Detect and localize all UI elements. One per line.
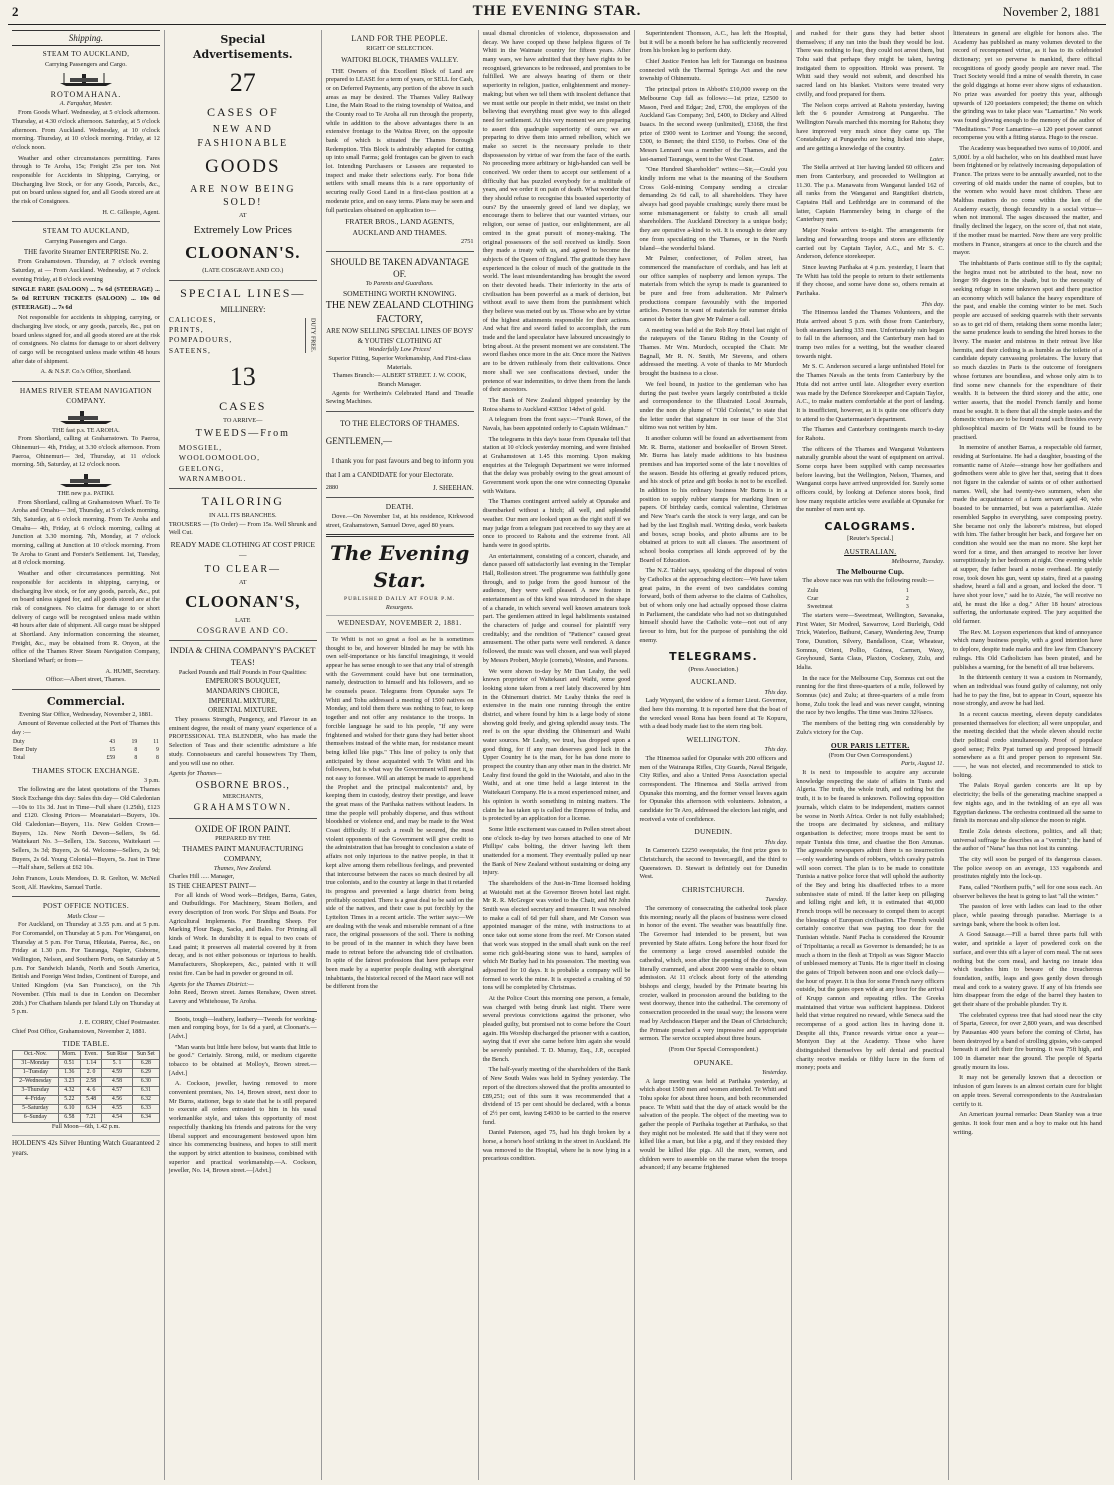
letter-body: The Palais Royal garden concerts are lit up by electricity; the bells of the generating machine snapped a few nights ago, and in the twinkling of an eye all was Egyptian darkness. The orchestra continued all the same to finish its morceau and slip silence the moon to night. (953, 782, 1103, 825)
ad-line: COSGRAVE AND CO. (196, 626, 289, 636)
editorial-dateline: WEDNESDAY, NOVEMBER 2, 1881. (337, 619, 462, 628)
ad-line: TWEEDS—From (195, 428, 290, 440)
shipping-notice: Weather and other circumstances permitting. Not responsible for accidents in shipping, carrying, or discharging live stock, or for any goods, parcels, &c., put on board unless signed for, and all goods stored are at the risk of consignees. No claims for damage to or short delivery of cargo will be recognised unless made within 48 hours after date of shipment. All cargo must be shipped at Shortland. Any information concerning the steamer, Freight, &c., may be obtained from R. Onyon, at the office of the Thames River Steam Navigation Company, Shortland Wharf; or from— (12, 570, 160, 664)
tide-table (12, 1050, 160, 1123)
telegram-body: The members of the betting ring win considerably by Zulu's victory for the Cup. (796, 720, 945, 736)
ad-line: SOMETHING WORTH KNOWING. (342, 289, 457, 299)
moon-phase: Full Moon—6th, 1.42 p.m. (51, 1123, 120, 1131)
agent-name: FRATER BROS., LAND AGENTS, AUCKLAND AND THAMES. (345, 217, 455, 237)
news-item: Superintendent Thomson, A.C., has left the Hospital, but it will be a month before he has sufficiently recovered from his broken leg to perform duty. (639, 30, 788, 55)
ad-line: Extremely Low Prices (193, 223, 292, 236)
letter-body: It is next to impossible to acquire any accurate knowledge respecting the state of affairs in Tunis and Algeria. The truth, the whole truth, and nothing but the truth, it is to be feared is unknown. Following opposition journals, which claim to be independent, matters cannot be worse in North Africa. Order is not fully established; the troops are decimated by sickness, and military organisation is defective; more troops must be sent to repair Tunisia this time, and chastise the Bon Amunas. The agreeable newspapers admit there is no insurrection—only wandering bands of robbers, which cavalry patrols will soon correct. The plan is to be made to constitute Tunisia a native police force that will uphold the authority of the Bey and bring his disaffected tribes to a more submissive state of mind. If the latter keep on pillaging and killing right and left, it is estimated that 40,000 French troops will be necessary to compel them to accept the blessings of European civilisation. The French would certainly conceive that was paying too dear for the Tunisian whistle. Nanif Pacha is considered the Kroumir of Tripolitania; a recall as Governor is demanded; he is as much a thorn in the flesh at Tripoli as was Signor Maccio of unblessed memory at Tunis. He is rigor itself in closing the gates of Tripoli between noon and one o'clock daily—the hour of prayer. It is thus for some French navy officers outside, but the gates open wide at any hour for the arrival of Krupp cannon and repeating rifles. The Greeks maintained that virtue was sufficient happiness. Didorot held that virtue required no reward, while Seneca said the recompense of a good action lies in having done it. Despite all this, France rewards virtue once a year—Montyon Day at the Academy. Those who have distinguished themselves by self denial and practical charity receive medals or filthy lucre in the form of money; poets and (796, 769, 945, 1072)
ad-heading: TO THE ELECTORS OF THAMES. (340, 419, 460, 429)
secretary-name: A. HUME, Secretary. (105, 667, 160, 675)
post-office-date: Chief Post Office, Grahamstown, November 2, 1881. (12, 1027, 147, 1035)
ad-heading: STEAM TO AUCKLAND, (42, 226, 130, 236)
table-row: 3–Thursday 4.32 4. 6 4.57 6.31 (13, 1087, 160, 1096)
ad-line: TO CLEAR— (204, 563, 281, 575)
office-address: Office:—Albert street, Thames. (46, 676, 126, 684)
column-news-2 (635, 30, 792, 1480)
ad-subheading: Carrying Passengers and Cargo. (44, 60, 127, 68)
list-item: WARNAMBOOL. (178, 474, 247, 484)
ad-heading: LAND FOR THE PEOPLE. (351, 34, 448, 43)
death-notice: Dove.—On November 1st, at his residence, Kirkwood street, Grahamstown, Samuel Dove, aged 80 years. (325, 513, 474, 530)
news-item: The telegrams in this day's issue from Opunake tell that station at 10 o'clock yesterday morning, and were finished at Grahamstown at 1.45 this morning. Upon making enquiries at the Telegraph Department we were informed that the delay was probably owing to the great amount of Government work upon the one wire connecting Opunake with Waitara. (482, 435, 631, 495)
divider (12, 896, 160, 897)
ad-line: IS THE CHEAPEST PAINT— (168, 881, 257, 890)
letter-body: The passion of love with ladies can lead to the other place, while passing through paradise. Marriage is a savings bank, where the book is often lost. (953, 903, 1103, 928)
divider (169, 1011, 317, 1012)
correspondent-note: (From Our Special Correspondent.) (668, 1045, 759, 1053)
ad-line: GOODS (205, 156, 281, 178)
telegram-body: A large meeting was held at Parihaka yesterday, at which about 1500 men and women attended. Te Whiti and Tohu spoke for about three hours, and both recommended peace. Te Whiti said that the day of attack would be the salvation of the people. The object of the meeting was to gather the people of Parihaka together at Parihaka, so that they might not be molested. He said that if they were not killed like a man, but like a pig, and if they resisted they would be killed like pigs. All the men, women, and children were to assemble on the marae when the troops advanced; if any became frightened (639, 1077, 788, 1172)
australian-heading: AUSTRALIAN. (844, 546, 897, 556)
ad-line: READY MADE CLOTHING AT COST PRICE— (170, 540, 315, 560)
news-item: The N.Z. Tablet says, speaking of the disposal of votes by Catholics at the approaching election:—We have taken great pains, in the event of two candidates coming forward, both of them adverse to the claims of Catholics, but of whom only one had actually opposed those claims in Parliament, the candidate who had not so distinguished himself should have the Catholic vote—not out of any favour to him, but for the purpose of punishing the old enemy. (639, 567, 788, 644)
news-item: A meeting was held at the Rob Roy Hotel last night of the ratepayers of the Tararu Riding in the County of Thames. Mr Wm. Murdoch, occupied the Chair. Mr Bagnall, Mr R. N. Smith, Mr Stevens, and others addressed the meeting. A vote of thanks to Mr Murdoch brought the business to a close. (639, 326, 788, 378)
duty-free-label: DUTY FREE. (305, 318, 316, 352)
news-item: The Bank of New Zealand shipped yesterday by the Rotoa shams to Auckland 4303oz 14dwt of gold. (482, 396, 631, 413)
ad-body: THE Owners of this Excellent Block of Land are prepared to LEASE for a term of years, or SELL for Cash, or on Deferred Payments, any portion of the above in such areas as may be desired. The Thames Valley Railway Line, the Main Road to the rising township of Waitoa, and the County road to Te Aroha all run through the property, while in addition to the above advantages there is an extensive frontage to the Waitoa River, on the opposite bank of which is situated the Thames Borough Redemption. This Block is admirably adapted for cutting up into small Farms; gold frontages can be given to each lot. Intending Purchasers or Lessees are requested to inspect and make their selections early. For bona fide settlers with small means this is a rare opportunity of securing really Good Land in a first-class position at a moderate price, and on easy terms. Plans may be seen and full particulars obtained on application to— (325, 67, 474, 214)
telegram-body: The Hinemoa sailed for Opunake with 200 officers and men of the Wairarapa Rifles, City Guards, Naval Brigade, City Rifles, and also a United Press Association special correspondent. The Hinemoa and Stella arrived from Opunake this morning, and the former vessel leaves again for Opunake this afternoon with volunteers. Johnston, a candidate for Te Aro, addressed the electors last night, and received a vote of confidence. (639, 754, 788, 823)
letter-body: The city will soon be purged of its dangerous classes. The police swoop on an average, 133 vagabonds and prostitutes nightly into the lock-up. (953, 855, 1103, 881)
telegram-body: The Stella arrived at 1ter having landed 60 officers and men from Canterbury, and proceeded to Wellington at 11.30. The p.s. Manawatu from Wanganui landed 162 of all ranks from the Wanganui and Rangitikei districts, Captains Hall and Lethbridge are in command of the latter, Captain Hammersley being in charge of the Canterbury men. (796, 164, 945, 224)
ad-line: Superior Fitting, Superior Workmanship, And First-class Materials. (328, 355, 471, 371)
letter-body: The Rev. M. Loyson experiences that kind of annoyance which many business people, with a good intention have to deplore, despite trade marks and fire law firm Chancery rulings. His Old Catholicism has been pirated, and he publishes a warning, for the benefit of all true believers. (953, 628, 1103, 671)
article-paragraph: usual dismal chronicles of violence, dispossession and decay. We have cooped up these helpless figures of Te Whiti in the Waimate country for fifteen years. After many wars, we have admitted that they have rights to be recognised, grievances to be redressed, and promises to be fulfilled. We are always hearing of them or their superiority in religion, justice, enlightenment and money-making; but when we tell them with insolent defiance that we must settle our people in their midst, we insist on their believing that everything must give way to this alleged need for settlement. At this very moment we are preparing to assert this quadruple superiority of ours; we are preparing to drive them into armed rebellion, which we make so secret is the necessary prelude to their dispossession by virtue of war from the face of the earth. No proceeding more arbitrary or high-handed can well be conceived. We order them to accept our settlement of a difficulty that has puzzled everybody for a multitude of years, and we order it on pain of death. What wonder that they should refuse to recognise this boasted superiority of ours? By the unseemly greed of land we display, we encourage them to believe that our vaunted virtues, our religion, our sense of justice, our enlightenment, are all centred in the great pursuit of money-making. The original possessors of the soil received us kindly. Soon they made a treaty with us, and agreed to become the subjects of the Queen of England. The gratitude they have experienced is the colour of much of the gratitude in the world. The least misunderstanding has brought the sword on their devoted heads. Their inferiority in the arts of civilisation has been powerful as a mark of derision, but without avail to save them from the punishment which they believe was meted out by us. Those who are by virtue of the highest attainments responsible for their actions. And what fire and sword failed to accomplish, the rum trade and the land speculator have laboured unceasingly to bring about. At the present moment we are consistent. The sword flashes once more in the air. Once more the Natives are to be driven ruthlessly from their cultivations. Once more shall we see confiscations devised, under the pretence of war indemnities, to drive them from the lands of their ancestors. (482, 30, 631, 394)
tea-list (169, 677, 317, 716)
letter-body: In memoire of another Barras, a respectable old farmer, residing at Surfontaine. He had a daughter, boasting of the romantic name of Aizée—strange how her godfathers and godmothers were able to give her that, seeing that it does not figure in the calendar of saints or of other authorised names. Well, she had twenty-two summers, when she made the acquaintance of a farm servant aged 40, who boasted to be unmarried, but was a paterfamilias. Aizée resembled Sappho in everything, save composing poetry. She became not only the laborer's mistress, but eloped with him. The father brought her back, and forgave her on condition she would see the man no more. She kept her word for a time, and then arranged to receive her lover surreptitiously in her bedroom at night. One evening while at supper, the father heard a noise overhead. He quietly rose, took down his gun, went up stairs, fired at a passing shadow, heard a fall and a groan, and locked the door. "I have shot your love," said he to Aizée, "he will receive no aid, he must die like a dog." After 18 hours' atrocious suffering, the unfortunate expired. The jury acquitted the old farmer. (953, 444, 1103, 626)
list-item: PRINTS, (168, 325, 204, 335)
steamship-icon (56, 472, 116, 488)
mill-list (169, 443, 317, 484)
post-office-subheading: Mails Close — (67, 912, 105, 920)
telegram-body: In the race for the Melbourne Cup, Somnus cut out the running for the first three-quarters of a mile, followed by Somnus (sic) and Zulu; at three-quarters of a mile from home, Zulu took the lead and was never caught, winning the race by two lengths. The time was 3mins 32¾secs. (796, 674, 945, 717)
ad-line: CASES OF (206, 105, 279, 120)
page-number: 2 (12, 4, 19, 19)
ad-line: TO ARRIVE— (223, 416, 263, 424)
issue-date: November 2, 1881 (1002, 4, 1100, 19)
mail-schedule: For Auckland, on Thursday at 3.55 p.m. and at 5 p.m. For Coromandel, on Thursday at 5 p.m. For Wanganui, on Thursday at 5 p.m. For Turua, Hikutaia, Paeroa, &c., on Friday at 1.30 p.m. For Tauranga, Napier, Gisborne, Wellington, Nelson, and Southern Ports, on Saturday at 5 p.m. For Sandwich Islands, North and South America, British and Foreign West Indies, Continent of Europe, and United Kingdom (via San Francisco), on the 7th November. (This mail is due in London on December 20th.) For Chatham Islands per Island Lily on Thursday at 5 p.m. (12, 921, 160, 1016)
news-item: It may not be generally known that a decoction or infusion of gum leaves is an almost certain cure for blight on apple trees. Several correspondents to the Australasian certify to it. (953, 1074, 1103, 1108)
cases-number: 13 (229, 362, 256, 392)
letter-body: The Academy was bequeathed two sums of 10,000f. and 5,000f. by a old bachelor, who on his deathbed must have been frightened or by relatively increasing depopulation of France. The prizes were to be annually awarded, not to the covering of old maids under the name of couples, but to the women who would have most children. These are Malthus matters do no come within the ken of the Academy exactly, though fecundity is a social virtue—when not immoral. The sages discussed the matter, and finally declined the legacy, on the score of, that not state, if the mother must be married. Now there are very prolific mothers in France, strangers at once to the church and the mayor. (953, 144, 1103, 257)
ad-body: Agents for Wertheim's Celebrated Hand and Treadle Sewing Machines. (325, 389, 474, 406)
ad-body: For all kinds of Wood work—Bridges, Barns, Gates, and Outbuildings. For Machinery, Steam Boilers, and every description of Iron work. For Ships and Boats. For Agricultural Implements. For Branding Sheep. For Marking Flour Bags, Sacks, and Bales. For Priming all kinds of Work. In durability it is equal to two coats of Lead paint; it preserves all material covered by it from decay, and is not either poisonous or injurious to health. Manufacturers, Shopkeepers, &c., painted with it will resist fire. Can be had in powder or ground in oil. (168, 891, 317, 977)
ad-subheading: Carrying Passengers and Cargo. (44, 237, 127, 245)
news-item: A Good Sausage.—Fill a barrel three parts full with water, and sprinkle a layer of powdered cork on the surface, and over this sift a layer of corn meal. The rat sees nothing but the corn meal, and having no innate idea which teaches him to beware of the treacherous foundation, sniffs, leaps and goes gently down through meal and cork to a watery grave. If any of his friends see him disappear from the edge of the barrel they hasten to get their share of the probable plunder. Try it. (953, 931, 1103, 1008)
ad-line: Thames, New Zealand. (213, 864, 272, 872)
dateline-city: CHRISTCHURCH. (681, 885, 745, 895)
race-result-table (806, 588, 910, 612)
news-item: The half-yearly meeting of the shareholders of the Bank of New South Wales was held in Sydney yesterday. The report of the directors showed that the profits amounted to £89,251; out of this sum it was recommended that a dividend of 15 per cent should be declared, with a bonus of 2½ per cent, leaving £4930 to be carried to the reserve fund. (482, 1066, 631, 1126)
divider (12, 689, 160, 690)
divider (326, 251, 474, 252)
ad-line: GRAHAMSTOWN. (193, 802, 292, 813)
section-heading-commercial: Commercial. (46, 695, 126, 709)
news-item: An American journal remarks: Dean Stanley was a true genius. It took four men and a boy to make out his hand writing. (953, 1111, 1103, 1136)
dateline-day: This day. (921, 300, 945, 308)
ad-line: SPECIAL LINES— (180, 286, 306, 301)
publication-note: PUBLISHED DAILY AT FOUR P.M. (344, 596, 456, 603)
list-item: CALICOES, (168, 314, 217, 324)
ad-line: CASES (219, 399, 267, 413)
news-item: The shareholders of the Just-in-Time licensed holding at Waiotahi met at the Governor Brown hotel last night. Mr R. R. McGregor was voted to the Chair, and Mr John Smith was elected secretary and treasurer. It was resolved to make a call of 6d per full share, and Mr Corson was appointed manager of the mine, with instructions to at once take out some stone from the reef. Mr Corson stated that work was stopped in the small shaft sunk on the reef some rich gold-bearing stone was to hand, samples of which Mr Burley had in his possession. The meeting was adjourned for 10 days. It is probable a company will be formed to work the mine. It is expected a crushing of 50 tons will be completed by Christmas. (482, 880, 631, 992)
news-item: At the Police Court this morning one person, a female, was charged with being drunk last night. There were several previous convictions against the prisoner, who pleaded guilty, but promised not to come before the Court again. His Worship discharged the prisoner with a caution, saying that if ever she came before him again she would be severely punished. T. D. Murray, Esq., J.P., occupied the Bench. (482, 994, 631, 1063)
telegram-body: The Thames and Canterbury contingents march to-day for Rahotu. (796, 426, 945, 442)
dateline-day: Tuesday. (765, 896, 788, 904)
ad-line: Thames Branch:— ALBERT STREET. J. W. COOK, Branch Manager. (332, 372, 467, 389)
column-land-and-leader (322, 30, 479, 1480)
death-heading: DEATH. (385, 502, 414, 512)
ad-line: (LATE COSGRAVE AND CO.) (202, 267, 284, 275)
news-item: Chief Justice Fenton has left for Tauranga on business connected with the Thermal Springs Act and the new township of Ohinemutu. (639, 58, 788, 83)
dateline-day: Melbourne, Tuesday. (891, 558, 945, 566)
table-row: Zulu 1 (807, 587, 909, 594)
editorial-nameplate: The Evening Star. (329, 540, 470, 593)
motto: Resurgens. (385, 603, 414, 611)
press-association-note: (Press Association.) (688, 665, 739, 673)
ad-line: LATE (235, 616, 251, 624)
dateline-city: DUNEDIN. (694, 827, 733, 837)
divider (12, 1135, 160, 1136)
table-row: Sweetmeat 3 (807, 603, 909, 610)
telegram-body: The Hinemoa landed the Thames Volunteers, and the Huia arrived about 5 p.m. with those from Canterbury, both steamers landing 333 men. Unfortunately rain began to fall in the afternoon, and the Canterbury men had to tramp two miles for a wetting, but the weather cleared towards night. (796, 309, 945, 360)
table-row: 1–Tuesday 1.36 2. 0 4.59 6.29 (13, 1069, 160, 1078)
ad-line: TAILORING (201, 494, 284, 509)
agent-name: H. C. Gillespie, Agent. (102, 208, 160, 216)
ad-subheading: WAITOKI BLOCK, THAMES VALLEY. (341, 55, 459, 64)
dateline-day: This day. (764, 838, 788, 846)
column-news-1 (479, 30, 636, 1480)
news-item: Mr Palmer, confectioner, of Pollen street, has commenced the manufacture of cordials, and has left at our office samples of raspberry and lemon syrups. The materials from which the syrup is made is guaranteed to be pure and free from adulteration. Mr Palmer's productions compare favourably with the imported articles. Persons in want of materials for summer drinks cannot do better than give Mr Palmer a call. (639, 255, 788, 323)
table-row: Duty 43 19 11 (13, 739, 159, 746)
ad-heading: SHOULD BE TAKEN ADVANTAGE OF. (330, 256, 469, 279)
list-item: SATEENS, (168, 345, 211, 355)
agent-name: OSBORNE BROS., (195, 779, 290, 791)
table-row: Total £59 8 8 (13, 755, 159, 762)
ad-heading: HAMES RIVER STEAM NAVIGATION COMPANY. (19, 386, 152, 406)
divider (326, 497, 474, 498)
page-columns (8, 30, 1106, 1480)
news-item: A telegram from the front says:—"Frank Rowe, of the Navals, has been appointed orderly to Captain Wildman." (482, 416, 631, 432)
telegram-body: The starters were—Sweetmeat, Wellington, Savanaka, First Water, Sir Modred, Sawarrow, Lord Burleigh, Odd Trick, Waterloo, Bathurst, Canary, Wandering Jew, Trump Tone, Duration, Silvery, Bandalloon, Czar, Wheatear, Somnus, Orient, Pollio, Guinea, Carmen, Waxy, Greyhound, Santa Claus, Plaxton, Cockney, Zulu, and Idalia. (796, 611, 945, 671)
news-item: We were shown to-day by Mr Dan Leahy, the well known proprietor of Waitekauri and Waihi, some good looking stone taken from a reef lately discovered by him in the Ohinemuri district. Mr Leahy thinks the reef is extensive in the main one running through the entire district, and where found by him is a large body of stone showing gold freely, and giving splendid assay tests. The reef is on the spur dividing the Ohinemuri and Waihi water sources. Mr Leahy, we trust, has dropped upon a good thing, for if any man deserves good luck in the Upper Country he is the man, for he has done more to prospect the country than any other man in the district. Mr Leahy first found the gold in the Waiotahi, and also in the Waihi, and at one time held a large interest in the Waitekauri Company. He is a most experienced miner, and his opinion is worth something in mining matters. The claim he has taken up is called the Empress of India, and is protected by an application for a license. (482, 667, 631, 823)
ad-body: They possess Strength, Pungency, and Flavour in an eminent degree, the result of many years' experience of a PROFESSIONAL TEA BLENDER, who has made the Selection of Teas and their scientific admixture a life study. Connoisseurs and careful housewives Try Them, and you will use no other. (168, 716, 317, 767)
ship-name: THE fast p.s. TE AROHA. (52, 426, 120, 434)
telegram-body: The above race was run with the following result:— (802, 577, 934, 585)
leader-article: Te Whiti is not so great a fool as he is sometimes thought to be, and however blinded he may be with his own self-importance or his fanciful imaginings, it would appear he has sense enough to see that any trial of strength with the Government could have but one termination, namely, destruction to himself and his followers, and so he counsels peace. Telegrams from Opunake says Te Whiti and Tohu addressed a meeting of 1500 natives on Monday, and told them there was nothing to fear, to keep together and not offer any resistance to the troops. In forcible language he said to his people, "If any were frightened and wished for their guns they had better shoot themselves instead of the white man, for resistance meant being killed like pigs." This line of policy is only that anticipated by those acquainted with Te Whiti and his followers, but is what way the Government will meet it, is not easy to foresee. Will an attempt be made to apprehend the Prophet and the principal malcontents? and, by keeping them in custody, destroy their prestige, and leave the great mass of the Parihaka natives without leaders. In time the people will probably disperse, and thus without bloodshed or violence end, and may be made to the West Coast difficulty. If such a result be secured, the most violent opponents of the Government will give credit to the administration that has brought to conclusion a state of affairs not only injurious to the native people, in that it kept alive among them rebellious feelings, and prevented that intercourse between the races so much desired by all true colonists, and to the country at large in that it retarded its progress and prevented a large district from being profitably occupied. There is a great deal to be said on the side of the natives, and their case is put forcibly by the Lyttelton Times in a recent article. The writer says:—We are dealing with the weak and miserable remnant of a fine race, the original possessors of the soil. There is nothing to be proud of in the manner in which they have been made to retreat before the advancing tide of civilisation. In spite of the fairest professions that have perhaps ever been made by a superior people dealing with aboriginal inhabitants, the historical record of the Maori race will not be different from the (325, 635, 474, 991)
ad-body: I thank you for past favours and beg to inform you that I am a CANDIDATE for your Electorate. (325, 456, 474, 479)
agent-list: John Reed, Brown street. James Renshaw, Owen street. Lavery and Whitehouse, Te Aroha. (168, 989, 317, 1005)
shop-name: CLOONAN'S. (185, 243, 301, 263)
ship-name: THE favorite Steamer ENTERPRISE No. 2. (23, 248, 149, 257)
list-item: MOSGIEL, (178, 443, 223, 453)
letter-body: In a recent caucus meeting, eleven deputy candidates presented themselves for election; all were unpopular, and the meeting decided that the whole eleven should recite their political credo simultaneously. Proof of populace good sense; Felix Pyat turned up and proposed himself somewhere as a fit and proper person to represent Ste. ——, he was not elected, and recommended to stick to bolting. (953, 710, 1103, 779)
news-item: Daniel Paterson, aged 75, had his thigh broken by a horse, a horse's hoof striking in the street in Auckland. He was removed to the Hospital, where he is now lying in a precarious condition. (482, 1129, 631, 1163)
ad-heading: INDIA & CHINA COMPANY'S PACKET TEAS! (170, 645, 316, 668)
section-heading-shipping: Shipping. (12, 30, 160, 46)
postmaster-name: J. E. CORRY, Chief Postmaster. (79, 1018, 160, 1026)
divider (326, 615, 474, 616)
ad-body: TROUSERS — (To Order) — From 15s. Well Shrunk and Well Cut. (168, 520, 317, 537)
advt-paragraph: "Man wants but little here below, but wants that little to be good." Certainly. Strong, mild, or medium cigarette tobacco to be obtained at Molloy's, Brown street.—[Advt.] (168, 1043, 317, 1077)
stock-quotations: The following are the latest quotations of the Thames Stock Exchange this day: Sales this day— Old Caledonian—10s to 11s 3d. Just in Time—Full share (1.25th), £123 and £120. Closing Prices— Moanataiari—Buyers, 10s. Old Caledonian—Buyers, 11s. New Golden Crown—Buyers, 12s. New North Devon—Sellers, 9s 6d. Waitekauri No. 3—Sellers, 13s. Success, Waitekauri — Sellers, 3s 3d; Buyers, 2s 6d. Welcome—Sellers, 2s 9d; Buyers, 2s 6d. Young Colonial—Buyers, 5s. Just in Time—Half share, Sellers at £62 10s. (12, 786, 160, 872)
telegram-body: In Cameron's £2250 sweepstake, the first prize goes to Christchurch, the second to Invercargill, and the third to Queenstown. D. Stewart is definitely out for Dunedin West. (639, 847, 788, 881)
sailing-schedule: From Shortland, calling at Grahamstown. To Paeroa, Ohinemuri— 4th, Friday, at 3.30 o'clock afternoon. From Paeroa, Ohinemuri— 3rd, Thursday, at 11 o'clock morning. 5th, Saturday, at 12 o'clock noon. (12, 435, 160, 469)
ad-line: THAMES PAINT MANUFACTURING COMPANY, (182, 843, 304, 864)
ad-line: Agents for Thames— (168, 770, 222, 778)
ad-line: MILLINERY: (220, 304, 266, 314)
telegrams-banner: TELEGRAMS. (669, 650, 758, 664)
letter-body: litterateurs in general are eligible for honors also. The Academy has published as many volumes devoted to the record of recompensed virtue, as it has to its celebrated dictionary; yet so perverse is mankind, there official recognitions of goody goody people are never read. The Tract Society would find a mine of wealth therein, in case the gold diggings at home ever show signs of exhaustion. No prize was awarded for poetry this year, although upwards of 120 poetasters competed; the theme on which the grinding was to take place was "Lamartine." No work was found glowing enough to the memory of the author of "Meditations." Poor Lamartine—a 120 poet power cannot recompense you with a fitting stanza. Hugo to the rescue. (953, 30, 1103, 142)
ship-name: ROTOMAHANA. (50, 90, 122, 100)
ad-line: AT (238, 578, 247, 586)
ship-master: A. Farquhar, Master. (59, 100, 113, 108)
salutation: GENTLEMEN,— (325, 436, 392, 447)
divider (12, 221, 160, 222)
ad-number: 2751 (460, 237, 474, 245)
broker-list: John Frances, Louis Mendoes, D. R. Grelton, W. McNeil Scott, Alf. Hawkins, Samuel Turtle. (12, 875, 160, 891)
watch-advertisement: HOLDEN'S 42s Silver Hunting Watch Guaranteed 2 years. (12, 1139, 160, 1157)
dateline-day: Paris, August 11. (901, 760, 945, 768)
table-row: Czar 2 (807, 595, 909, 602)
table-row: Beer Duty 15 8 9 (13, 747, 159, 754)
letter-body: The inhabitants of Paris continue still to fly the capital; the hegira must not be attributed to the heat, now no longer 99 degrees in the shade, but to the necessity of seeking refuge in some unknown spot and there practice an economy which will balance the heavy expenditure of the past, and enable the coming winter to be met. Such people are accused of seeking quarrels with their servants so as to get rid of them, retaking them some months later; the same prudence leads to sending the hired horses to the livery. The master and mistress in their retreat live like hermits, and their clothing is as humble as the toilette of a candidate deputy canvassing proletaires. The luxury that so much dazzles in Paris is the outcome of foreigners whose fortunes are boundless, and whose only aim is to find some new channels for the expenditure of their wealth. It is between the third storey and the attic, one writer asserts, that the model French family and home must be sought. It is there that all the simple tastes and the domestic virtues are to be found round such firesides every philosophical maxim of Dr Watts will be found to be practised. (953, 259, 1103, 441)
sailing-schedule: From Goods Wharf. Wednesday, at 5 o'clock afternoon. Thursday, at 4.30 o'clock afternoon. Saturday, at 5 o'clock afternoon. From Auckland. Wednesday, at 10 o'clock morning. Thursday, at 10 o'clock morning. Friday, at 12 o'clock noon. (12, 109, 160, 151)
ad-line: IN ALL ITS BRANCHES. (208, 511, 277, 519)
masthead-rule (8, 24, 1106, 25)
post-office-heading: POST OFFICE NOTICES. (42, 901, 129, 911)
divider (12, 381, 160, 382)
ad-line: Packed Pounds and Half Pounds in Four Qualities: (178, 668, 307, 676)
telegram-body: The officers of the Thames and Wanganui Volunteers naturally grumble about the want of equipment on arrival. Some corps have been supplied with camp necessaries before leaving, but the Wellington, Nelson, Thames, and Wanganui corps have arrived unprovided for. Surely some officers could, by looking at Defence stores book, find how many requisite articles were available at Opunake for the number of men sent up. (796, 445, 945, 514)
list-item: GEELONG, (178, 463, 225, 473)
column-shipping (8, 30, 165, 1480)
shipping-notice: Not responsible for accidents in shipping, carrying, or discharging live stock, or any goods, parcels, &c., put on board unless signed for, and all goods stored are at the risk of consignees. No claims for damage to or short delivery of cargo will be recognised unless made within 48 hours after date of shipment. (12, 314, 160, 365)
divider (326, 411, 474, 412)
news-item: It another column will be found an advertisement from Mr. R. Burns, stationer and bookseller of Brown Street. Mr. Burns has lately made additions to his business premises and has imported some of the late t novelties of the season. Beside his offering at greatly reduced prices, and his stock of prize and gift books is not to be excelled. In addition to his ordinary business Mr Burns is in a position to supply rubber stamps for marking linen or papers. Of birthday cards, comical valentine, Christmas and New Year's cards the stock is very large, and can be had by the last English mail. Writing desks, work baskets and boxes, scrap books, and photo albums are to be obtained at prices to suit all classes. The assortment of school books comprises all kinds approved of by the Board of Education. (639, 434, 788, 564)
ad-subheading: RIGHT OF SELECTION. (366, 45, 434, 53)
sailing-schedule: From Grahamstown. Thursday, at 7 o'clock evening Saturday, at — From Auckland. Wednesday, at 7 o'clock evening Friday, at 8 o'clock evening (12, 258, 160, 283)
column-news-3 (792, 30, 949, 1480)
telegram-body: Major Noake arrives to-night. The arrangements for landing and forwarding troops and stores are efficiently carried out by Captain Taylor, A.C., and Mr S. C. Anderson, defence storekeeper. (796, 227, 945, 261)
ad-line: ARE NOW SELLING SPECIAL LINES OF BOYS' & YOUTHS' CLOTHING AT (326, 327, 474, 345)
letter-body: Emile Zola detests elections, politics, and all that; universal suffrage he describes as a "vermin"; the hand of the author of "Nana" has thus not lost its cunning. (953, 827, 1103, 853)
table-row: 31–Monday 0.51 1.14 5. 1 6.28 (13, 1060, 160, 1069)
table-row: 2–Wednesday 3.23 2.58 4.58 6.30 (13, 1078, 160, 1087)
divider (169, 818, 317, 819)
list-item: IMPERIAL MIXTURE, (208, 696, 277, 705)
cup-heading: The Melbourne Cup. (836, 566, 904, 576)
telegram-body: The Nelson corps arrived at Rahotu yesterday, having left the 6 pounder Armstrong at Pungarehu. The Wellington Navals marched this morning for Rahotu; they have improved very much since they came up. The Constabulary at Pungarehu are being licked into shape, and are getting a knowledge of the country. (796, 101, 945, 152)
calograms-banner: CALOGRAMS. (824, 520, 917, 534)
telegram-body: and rushed for their guns they had better shoot themselves; if any ran into the bush they would be lost. There was nothing to fear, they could not arrest them, but Tohu said that perhaps they might be taken, having instigated them to opposition. Hiroki was present. Te Whiti said they would not submit, and described his sacred land on his blanket. Visitors were treated very civilly, and food prepared for them. (796, 30, 945, 98)
ad-number: 2880 (325, 483, 339, 491)
ad-line: ARE NOW BEING SOLD! (190, 183, 296, 209)
column-news-4 (949, 30, 1106, 1480)
telegram-body: Lady Wynyard, the widow of a former Lieut. Governor, died here this morning. It is reported here that the boat of the wrecked vessel Rona has been found at Te Kopuru, with a dead body made fast to the stern ring bolt. (639, 697, 788, 731)
dateline-city: WELLINGTON. (686, 734, 741, 744)
dateline-city: AUCKLAND. (690, 677, 737, 687)
table-row: 6–Sunday 6.58 7.21 4.54 6.34 (13, 1114, 160, 1123)
news-item: The Thames contingent arrived safely at Opunake and disembarked without a hitch; all well, and splendid weather. Our men are looked upon as the right stuff if we may judge from a telegram just received to say they are at once to proceed to Rahotu and the extreme front. All hands were in good spirits. (482, 498, 631, 549)
letter-body: Fans, called "Northern puffs," sell for one sous each. An observer believes the heat is going to last "all the winter." (953, 884, 1103, 900)
fares-list: SINGLE FARE (SALOON) ... 7s 6d (STEERAGE) ... 5s 0d RETURN TICKETS (SALOON) ... 10s 0d (STEERAGE) ... 7s 6d (12, 286, 160, 311)
correspondent-note: (From Our Own Correspondent.) (828, 751, 912, 759)
news-item: The celebrated cypress tree that had stood near the city of Sparta, Greece, for over 2,800 years, and was described by Pausanias 400 years before the coming of Christ, has been destroyed by a band of strolling gipsies, who camped beneath it and left their fire burning. It was 75ft high, and 100 in diameter near the ground. The people of Sparta greatly mourn its loss. (953, 1011, 1103, 1071)
dateline-day: This day. (764, 688, 788, 696)
ad-line: Agents for the Thames District:— (168, 980, 254, 988)
divider (326, 534, 474, 537)
advt-paragraph: Boots, tough—leathery, leathery—Tweeds for working-men and romping boys, for 1s 6d a yard, at Cloonan's.—[Advt.] (168, 1015, 317, 1040)
revenue-table (12, 739, 160, 763)
news-item: "One Hundred Shareholder" writes:—Sir,—Could you kindly inform me what is the meaning of the Southern Cross Gold-mining Company sending a circular demanding 2s 6d call, to all shareholders. They have always had good payable crushings; surely there must be some mismanagement or falsity to crush all small shareholders. The Auckland Directory is a unique body; they are operative a-kind to wit. It is enough to deter any one from speculating on the Thames, or in the North Island—the wonderful Island. (639, 166, 788, 252)
news-item: Some little excitement was caused in Pollen street about one o'clock to-day by two horses attached to one of Mr Phillips' cabs bolting, the driver having left them unattended for a moment. They eventually pulled up near the Bank of New Zealand without sustaining or doing any injury. (482, 825, 631, 877)
list-item: MANDARIN'S CHOICE, (206, 687, 280, 696)
signature: J. SHEEHAN. (432, 483, 474, 492)
advt-paragraph: A. Cockson, jeweller, having removed to more convenient premises, No. 14, Brown street, next door to Mr Burns, stationer, begs to state that he is still prepared to execute all orders entrusted to him in his usual workmanlike style, and takes this opportunity of most respectfully thanking his friends and patrons for the very liberal support and encouragement bestowed upon him since his commencing business, and hopes to still merit the support by strict attention to business, combined with superior and practical workmanship.—A. Cockson, jeweller, No. 14, Brown street.—[Advt.] (168, 1080, 317, 1175)
cases-number: 27 (229, 68, 256, 98)
table-row: 4–Friday 5.22 5.48 4.56 6.32 (13, 1096, 160, 1105)
shipping-notice: Weather and other circumstances permitting. Fares through to Te Aroha, 15s; Freight 25s per ton. Not responsible for Accidents in Shipping, Carrying, or Discharging live Stock, or for any Goods, Parcels, &c., put on board unless signed for, and all Goods stored are at the risk of Consignees. (12, 154, 160, 206)
divider (169, 488, 317, 489)
column-special-ads (165, 30, 322, 1480)
telegram-body: Since leaving Parihaka at 4 p.m. yesterday, I learn that Te Whiti has told the people to return to their settlements if they choose, and some have done so, others remain at Parihaka. (796, 263, 945, 297)
divider (169, 280, 317, 281)
dateline-city: OPUNAKE. (693, 1057, 734, 1067)
steamship-icon (56, 71, 116, 87)
table-row: 5–Saturday 6.10 6.34 4.55 6.33 (13, 1105, 160, 1114)
news-item: We feel bound, in justice to the gentleman who has during the past twelve years largely contributed a tickle and correspondence to the Illustrated Local Journals, under the nom de plume of "Old Colonist," to state that the letter under that signature in our issue of the 31st ultimo was not written by him. (639, 380, 788, 432)
ad-line: MERCHANTS, (222, 792, 263, 800)
dateline-day: This day. (764, 746, 788, 754)
stock-exchange-time: 3 p.m. (143, 777, 160, 785)
list-item: EMPEROR'S BOUQUET, (205, 677, 281, 686)
news-item: The principal prizes in Abbott's £10,000 sweep on the Melbourne Cup fall as follows:—1st prize, £2500 to Mason, Fred and Edgar; 2nd, £700, the employes of the Auckland Gas Company; 3rd, £400, to Dickey and Alfred Isaacs. In the second sweep (unlimited), £3168, the first prize of £900 went to Lorimer and Young; the second, £300, to Bennet; the third £150, to Forbes. One of the Messrs Lennard was a member of the Thames, and the last-named Tauranga, went to the West Coast. (639, 86, 788, 163)
fabric-list (169, 315, 317, 356)
ad-heading: OXIDE OF IRON PAINT. (195, 823, 291, 834)
dateline-day: Later. (929, 155, 945, 163)
divider (326, 632, 474, 633)
stock-exchange-heading: THAMES STOCK EXCHANGE. (32, 766, 140, 776)
reuters-note: [Reuter's Special.] (847, 535, 894, 543)
ad-line: Charles Hill ..... Manager, (168, 873, 235, 881)
telegram-body: Mr S. C. Anderson secured a large unfinished Hotel for the Thames Navals as the tents from Canterbury by the Huia did not arrive until late. Altogether every exertion was made by the Defence Storekeeper and Captain Taylor, A.C., to make matters comfortable at the port of landing. It is insufficient, however, as it is quite one officer's duty to attend to the Quartermaster's department. (796, 363, 945, 423)
list-item: WOOLOOMOOLOO, (178, 453, 260, 463)
list-item: ORIENTAL MIXTURE. (208, 706, 278, 715)
ad-line: NEW AND FASHIONABLE (197, 123, 289, 149)
section-heading-special: Special Advertisements. (192, 33, 293, 62)
agent-name: A. & N.S.F. Co.'s Office, Shortland. (40, 368, 132, 376)
paris-letter-heading: OUR PARIS LETTER. (830, 740, 910, 750)
ad-line: PREPARED BY THE (215, 835, 271, 843)
steamship-icon (56, 409, 116, 425)
ad-line: AT (238, 212, 247, 220)
table-header-row: Oct.-Nov. Morn. Even. Sun Rise Sun Set (13, 1051, 160, 1060)
ad-heading: STEAM TO AUCKLAND, (42, 49, 130, 59)
commercial-dateline: Evening Star Office, Wednesday, November 2, 1881. (19, 711, 153, 719)
divider (169, 640, 317, 641)
telegram-body: The ceremony of consecrating the cathedral took place this morning; nearly all the places of business were closed in honor of the event. The weather was beautifully fine. The Governor had intended to be present, but was prevented by State affairs. Long before the hour fixed for the ceremony a large crowd assembled outside the cathedral, which, soon after the opening of the doors, was literally crammed, and about 2000 were unable to obtain admission. At 11 o'clock about forty of the attending bishops and clergy, headed by the Primate bearing his crozier, walked in procession around the building to the west doorway, thence into the cathedral. The ceremony of consecration proceeded in the usual way; the lessons were read by Archdeacon Harper and the Dean of Christchurch; the Primate preached a very impressive and appropriate sermon. The service occupied about three hours. (639, 904, 788, 1043)
ship-name: THE new p.s. PATIKI. (57, 489, 115, 497)
revenue-intro: Amount of Revenue collected at the Port of Thames this day :— (12, 719, 160, 736)
dateline-day: Yesterday. (762, 1068, 788, 1076)
sailing-schedule: From Shortland, calling at Grahamstown Wharf. To Te Aroha and Omahu— 3rd, Thursday, at 5 o'clock morning. 5th, Saturday, at 6 o'clock morning. From Te Aroha and Omahu— 4th, Friday, at 6 o'clock morning, calling at Junction at 3.30 morning. 7th, Monday, at 7 o'clock morning, calling at Junction at 10 o'clock morning. From Te Aroha to Grant and Forster's Settlement. 1st, Tuesday, at 8 o'clock morning. (12, 498, 160, 567)
tide-table-heading: TIDE TABLE. (62, 1039, 110, 1049)
letter-body: In the thirteenth century it was a custom in Normandy, when an individual was found guilty of calumny, not only had he to pay the fine, but to appear in Court, squeeze his nose strongly, and avow he had lied. (953, 674, 1103, 708)
ad-line: Wonderfully Low Prices! (368, 346, 432, 354)
newspaper-title: THE EVENING STAR. (472, 3, 642, 19)
shop-name: CLOONAN'S, (185, 592, 301, 612)
list-item: POMPADOURS, (168, 335, 233, 345)
ad-line: To Parents and Guardians. (365, 280, 434, 288)
news-item: An entertainment, consisting of a concert, charade, and dance passed off satisfactorily last evening in the Templar Hall, Rolleston street. The programme was faithfully gone through, and to judge from the good humour of the audience, they were well pleased. A new feature in entertainment as of this kind was introduced in the shape of a charade, in which several well known amateurs took part. The gentlemen attired in legal habiliments sustained the characters of judge and counsel for plaintiff very creditably; and the rendition of "Patience" caused great amusement. The other parts were well rendered. A dance followed, the music was well chosen, and was well played by Messrs Probert, Moyle (cornets), Weston, and Parsons. (482, 552, 631, 664)
masthead (0, 0, 1114, 26)
ad-line: THE NEW ZEALAND CLOTHING FACTORY, (325, 300, 474, 326)
